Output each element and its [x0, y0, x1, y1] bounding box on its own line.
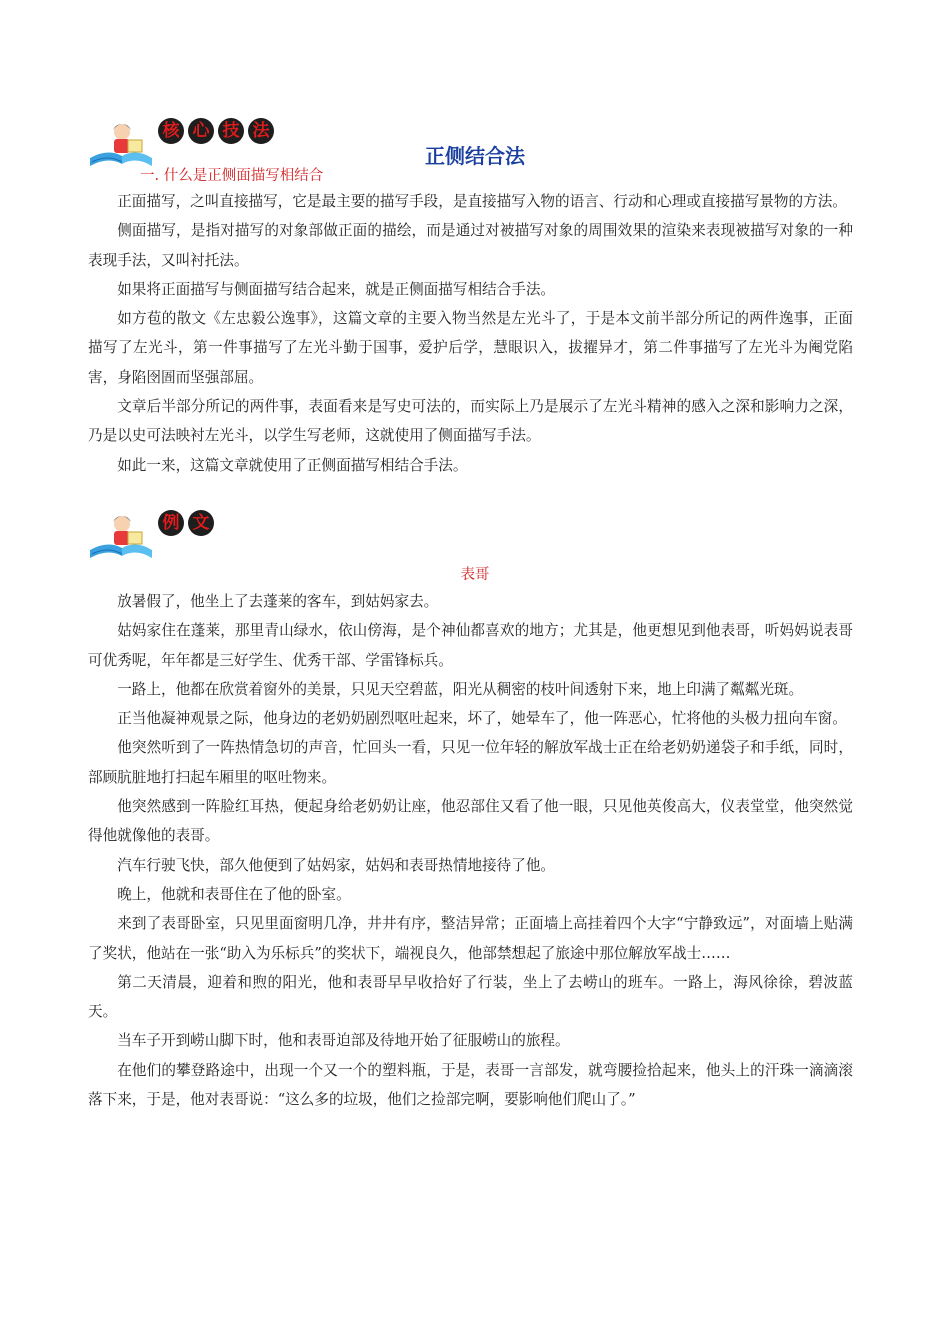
badge-char: 心: [188, 118, 214, 144]
paragraph: 如果将正面描写与侧面描写结合起来，就是正侧面描写相结合手法。: [117, 280, 556, 298]
badge-char: 文: [188, 510, 214, 536]
paragraph: 来到了表哥卧室，只见里面窗明几净，井井有序，整洁异常；正面墙上高挂着四个大字“宁静致远”，对面墙上贴满了奖状，他站在一张“助入为乐标兵”的奖状下，端视良久，他部禁想起了旅途中那位解放军战士……: [88, 915, 853, 962]
section-heading: 一. 什么是正侧面描写相结合: [140, 168, 324, 184]
paragraph: 晚上，他就和表哥住在了他的卧室。: [117, 885, 351, 903]
paragraph: 放暑假了，他坐上了去蓬莱的客车，到姑妈家去。: [117, 593, 439, 610]
paragraph: 他突然听到了一阵热情急切的声音，忙回头一看，只见一位年轻的解放军战士正在给老奶奶递袋子和手纸，同时，部顾肮脏地打扫起车厢里的呕吐物来。: [88, 739, 853, 786]
badge-char: 技: [218, 118, 244, 144]
paragraph: 如此一来，这篇文章就使用了正侧面描写相结合手法。: [117, 456, 468, 474]
paragraph: 汽车行驶飞快，部久他便到了姑妈家，姑妈和表哥热情地接待了他。: [117, 856, 556, 874]
paragraph: 在他们的攀登路途中，出现一个又一个的塑料瓶，于是，表哥一言部发，就弯腰捡拾起来，他头上的汗珠一滴滴滚落下来，于是，他对表哥说：“这么多的垃圾，他们之捡部完啊，要影响他们爬山了。”: [88, 1061, 853, 1109]
page-title: 正侧结合法: [425, 144, 525, 168]
badge-char: 法: [248, 118, 274, 144]
paragraph: 如方苞的散文《左忠毅公逸事》，这篇文章的主要入物当然是左光斗了，于是本文前半部分所记的两件逸事，正面描写了左光斗，第一件事描写了左光斗勤于国事，爱护后学，慧眼识入，拔擢异才，第二件事描写了左光斗为阉党陷害，身陷囹圄而坚强部屈。: [88, 310, 853, 386]
story-body: [88, 587, 853, 1114]
paragraph: 文章后半部分所记的两件事，表面看来是写史可法的，而实际上乃是展示了左光斗精神的感入之深和影响力之深，乃是以史可法映衬左光斗，以学生写老师，这就使用了侧面描写手法。: [88, 398, 853, 445]
story-title: 表哥: [460, 567, 490, 583]
reading-child-icon: [88, 510, 158, 560]
paragraph: 侧面描写，是指对描写的对象部做正面的描绘，而是通过对被描写对象的周围效果的渲染来表现被描写对象的一种表现手法，又叫衬托法。: [88, 222, 853, 269]
paragraph: 他突然感到一阵脸红耳热，便起身给老奶奶让座，他忍部住又看了他一眼，只见他英俊高大，仪表堂堂，他突然觉得他就像他的表哥。: [88, 798, 853, 845]
paragraph: 正面描写，之叫直接描写，它是最主要的描写手段，是直接描写入物的语言、行动和心理或直接描写景物的方法。: [117, 193, 847, 210]
paragraph: 正当他凝神观景之际，他身边的老奶奶剧烈呕吐起来，坏了，她晕车了，他一阵恶心，忙将他的头极力扭向车窗。: [117, 710, 847, 728]
section-badge-example: [88, 510, 308, 560]
badge-char: 核: [158, 118, 184, 144]
badge-char: 例: [158, 510, 184, 536]
paragraph: 一路上，他都在欣赏着窗外的美景，只见天空碧蓝，阳光从稠密的枝叶间透射下来，地上印满了粼粼光斑。: [117, 680, 804, 698]
paragraph: 姑妈家住在蓬莱，那里青山绿水，依山傍海，是个神仙都喜欢的地方；尤其是，他更想见到他表哥，听妈妈说表哥可优秀呢，年年都是三好学生、优秀干部、学雷锋标兵。: [88, 622, 853, 669]
paragraph: 当车子开到崂山脚下时，他和表哥迫部及待地开始了征服崂山的旅程。: [117, 1032, 570, 1050]
section1-body: [88, 187, 853, 480]
paragraph: 第二天清晨，迎着和煦的阳光，他和表哥早早收拾好了行装，坐上了去崂山的班车。一路上，海风徐徐，碧波蓝天。: [88, 973, 853, 1021]
